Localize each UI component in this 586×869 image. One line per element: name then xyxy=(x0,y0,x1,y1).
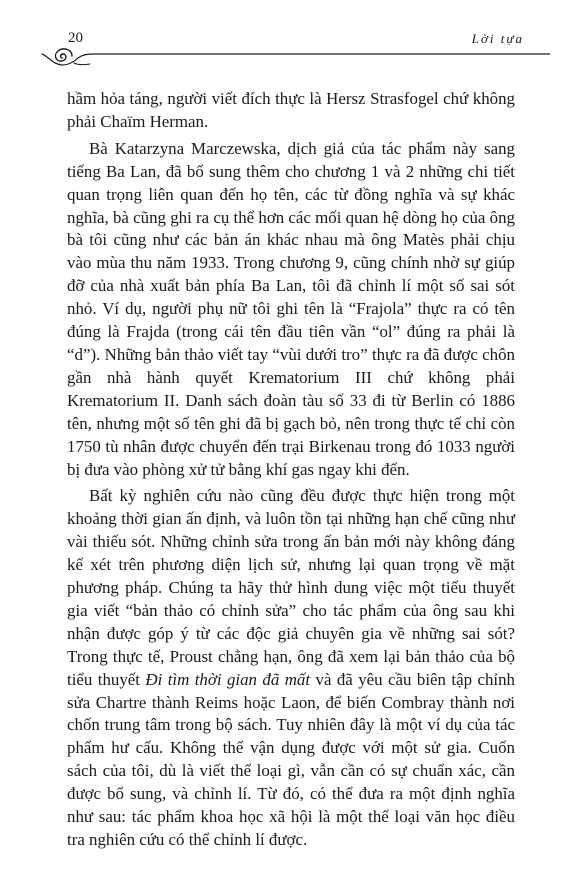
paragraph-text-end: và đã yêu cầu biên tập chỉnh sửa Chartre thành Reims hoặc Laon, để biến Combray thành nơi chốn trung tâm trong bộ sách. Tuy nhiên đây là một ví dụ của tác phẩm hư cấu. Không thể vận dụng được với một sử gia. Cuốn sách của tôi, dù là viết thể loại gì, vẫn cần có sự chuẩn xác, cần được bổ sung, và chỉnh lí. Từ đó, có thể đưa ra một định nghĩa như sau: tác phẩm khoa học xã hội là một thể loại văn học điều tra nghiên cứu có thể chỉnh lí được. xyxy=(67,669,515,849)
paragraph-translator-note: Bà Katarzyna Marczewska, dịch giả của tác phẩm này sang tiếng Ba Lan, đã bổ sung thêm cho chương 1 và 2 những chi tiết quan trọng liên quan đến họ tên, các từ đồng nghĩa và sự khác nghĩa, bà cũng ghi ra cụ thể hơn các mối quan hệ dòng họ của ông bà tôi cũng như các bản án khác nhau mà ông Matès phải chịu vào mùa thu năm 1933. Trong chương 9, cũng chính nhờ sự giúp đỡ của nhà xuất bản phía Ba Lan, tôi đã chỉnh lí một số sai sót nhỏ. Ví dụ, người phụ nữ tôi ghi tên là “Frajola” thực ra có tên đúng là Frajda (trong cái tên đầu tiên vần “ol” đúng ra phải là “d”). Những bản thảo viết tay “vùi dưới tro” thực ra đã được chôn gần nhà hành quyết Krematorium III chứ không phải Krematorium II. Danh sách đoàn tàu số 33 đi từ Berlin có 1886 tên, nhưng một số tên ghi đã bị gạch bỏ, nên trong thực tế chỉ còn 1750 tù nhân được chuyển đến trại Birkenau trong đó 1033 người bị đưa vào phòng xử tử bằng khí gas ngay khi đến. xyxy=(67,138,515,479)
paragraph-text-start: Bất kỳ nghiên cứu nào cũng đều được thực hiện trong một khoảng thời gian ấn định, và luôn tồn tại những hạn chế cũng như vài thiếu sót. Những chỉnh sửa trong ấn bản mới này không đáng kể xét trên phương diện lịch sử, nhưng lại quan trọng về mặt phương pháp. Chúng ta hãy thử hình dung việc một tiểu thuyết gia viết “bản thảo có chỉnh sửa” cho tác phẩm của ông sau khi nhận được góp ý từ các độc giả chuyên gia về những sai sót? Trong thực tế, Proust chẳng hạn, ông đã xem lại bản thảo của bộ tiểu thuyết xyxy=(67,486,515,689)
paragraph-research-limits xyxy=(67,485,515,852)
paragraph-continuation: hầm hỏa táng, người viết đích thực là Hersz Strasfogel chứ không phải Chaïm Herman. xyxy=(67,89,515,131)
running-title: Lời tựa xyxy=(471,31,524,46)
page-number: 20 xyxy=(68,30,83,46)
body-text xyxy=(67,88,515,852)
book-title-italic: Đi tìm thời gian đã mất xyxy=(145,669,311,689)
page-header xyxy=(0,0,586,80)
spiral-rule-ornament-icon xyxy=(38,42,550,72)
